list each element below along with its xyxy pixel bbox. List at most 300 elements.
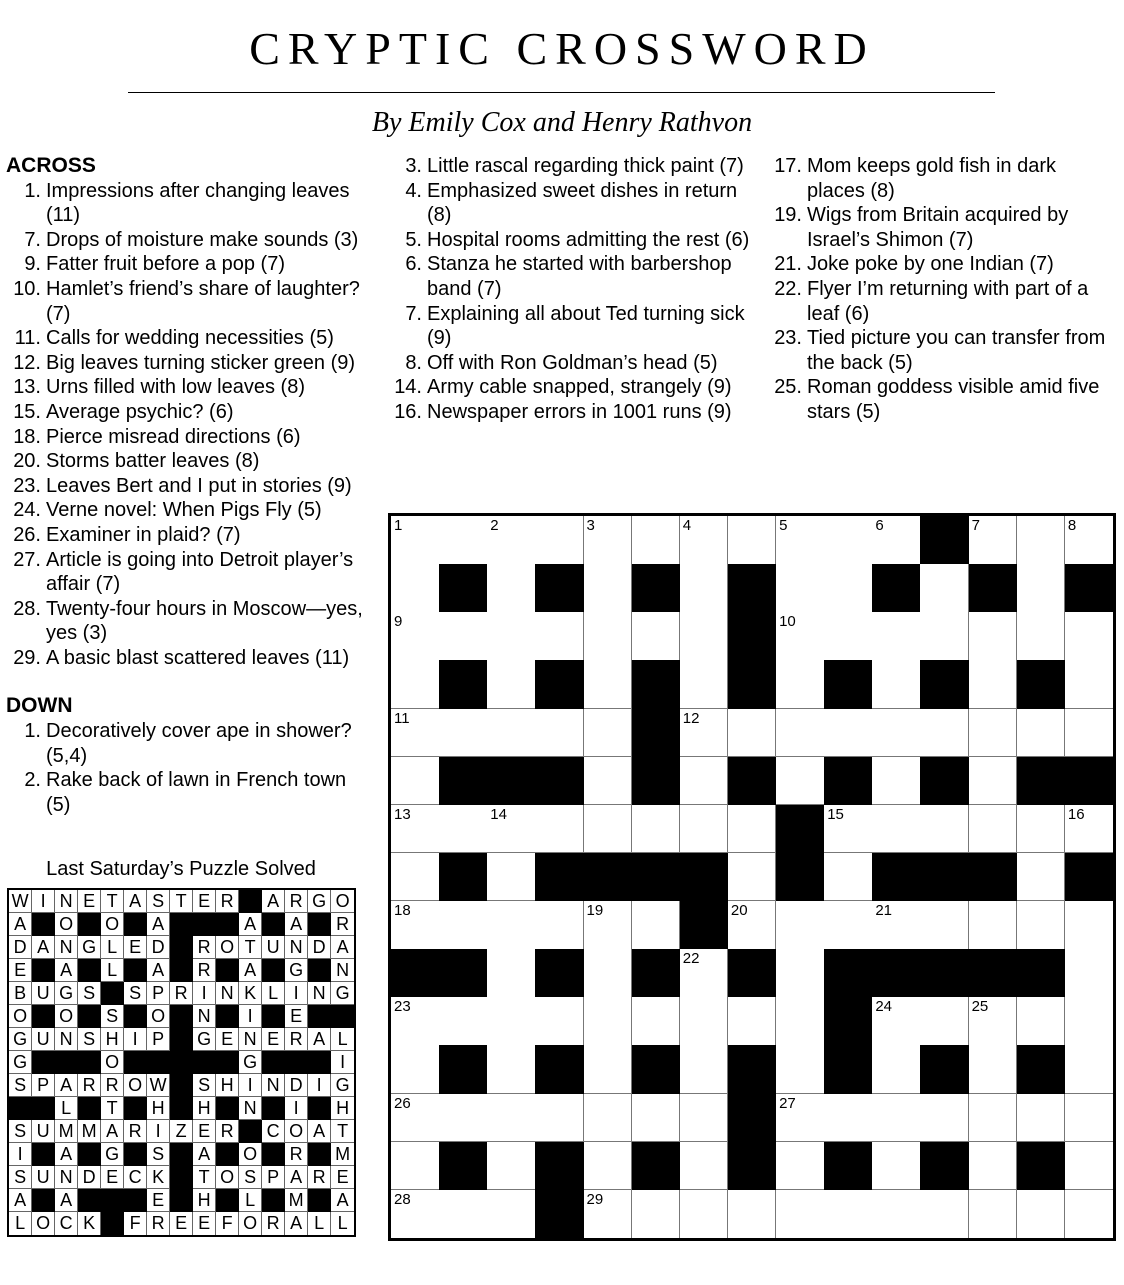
clue-number: 26. — [13, 523, 41, 546]
grid-cell[interactable] — [872, 709, 921, 758]
clue-text: Leaves Bert and I put in stories (9) — [46, 474, 352, 497]
solution-block — [78, 959, 101, 982]
solution-cell: N — [239, 1028, 262, 1051]
grid-cell[interactable] — [584, 805, 633, 854]
grid-cell[interactable] — [632, 1190, 681, 1239]
grid-cell[interactable] — [969, 1094, 1018, 1143]
solution-cell: A — [193, 1143, 216, 1166]
grid-cell[interactable] — [776, 757, 825, 806]
clue-item — [6, 326, 374, 351]
grid-block — [920, 757, 969, 806]
solution-cell: E — [193, 1212, 216, 1235]
grid-cell[interactable] — [728, 901, 777, 950]
grid-cell[interactable] — [1065, 949, 1114, 998]
solution-cell: U — [32, 1028, 55, 1051]
solution-cell: E — [285, 1005, 308, 1028]
solution-cell: R — [216, 890, 239, 913]
grid-block — [1017, 949, 1066, 998]
solution-cell: E — [78, 890, 101, 913]
grid-cell[interactable] — [391, 901, 440, 950]
grid-cell[interactable] — [1065, 805, 1114, 854]
grid-cell[interactable] — [680, 1142, 729, 1191]
grid-cell[interactable] — [969, 757, 1018, 806]
grid-cell[interactable] — [487, 949, 536, 998]
grid-cell[interactable] — [439, 516, 488, 565]
grid-cell[interactable] — [487, 612, 536, 661]
grid-cell[interactable] — [824, 709, 873, 758]
grid-cell[interactable] — [391, 1045, 440, 1094]
grid-cell[interactable] — [680, 516, 729, 565]
grid-cell[interactable] — [728, 1190, 777, 1239]
clue-item — [6, 523, 374, 548]
solution-cell: H — [147, 1097, 170, 1120]
grid-cell[interactable] — [776, 997, 825, 1046]
grid-cell[interactable] — [872, 901, 921, 950]
grid-cell[interactable] — [439, 709, 488, 758]
grid-cell[interactable] — [969, 1142, 1018, 1191]
grid-cell[interactable] — [391, 1094, 440, 1143]
grid-cell[interactable] — [680, 612, 729, 661]
solution-cell: R — [124, 1120, 147, 1143]
grid-cell[interactable] — [535, 901, 584, 950]
grid-cell[interactable] — [487, 901, 536, 950]
grid-cell[interactable] — [824, 901, 873, 950]
grid-cell[interactable] — [776, 660, 825, 709]
solution-block — [308, 1097, 331, 1120]
solution-cell: P — [262, 1166, 285, 1189]
grid-cell[interactable] — [680, 564, 729, 613]
grid-cell[interactable] — [584, 949, 633, 998]
solution-block — [239, 890, 262, 913]
clue-item — [766, 252, 1118, 277]
grid-cell[interactable] — [1017, 805, 1066, 854]
grid-cell[interactable] — [680, 660, 729, 709]
grid-cell[interactable] — [487, 1190, 536, 1239]
solution-cell: M — [285, 1189, 308, 1212]
solution-block — [170, 1166, 193, 1189]
grid-cell[interactable] — [872, 516, 921, 565]
grid-block — [920, 949, 969, 998]
solution-cell: E — [101, 1166, 124, 1189]
grid-cell[interactable] — [1065, 660, 1114, 709]
grid-block — [632, 949, 681, 998]
grid-block — [439, 949, 488, 998]
grid-cell[interactable] — [632, 612, 681, 661]
clue-number: 27. — [13, 548, 41, 571]
grid-cell[interactable] — [1017, 901, 1066, 950]
solution-cell: T — [101, 890, 124, 913]
cell-number: 25 — [971, 998, 989, 1016]
grid-cell[interactable] — [584, 516, 633, 565]
clue-number: 7. — [24, 228, 41, 251]
grid-block — [920, 660, 969, 709]
grid-cell[interactable] — [584, 1094, 633, 1143]
grid-cell[interactable] — [487, 1142, 536, 1191]
grid-cell[interactable] — [632, 997, 681, 1046]
grid-block — [824, 1142, 873, 1191]
clue-item — [6, 375, 374, 400]
grid-cell[interactable] — [535, 612, 584, 661]
solution-block — [193, 913, 216, 936]
grid-cell[interactable] — [632, 901, 681, 950]
solution-cell: E — [193, 1120, 216, 1143]
grid-cell[interactable] — [872, 1142, 921, 1191]
solution-cell: A — [285, 913, 308, 936]
solution-cell: R — [170, 982, 193, 1005]
solution-cell: R — [193, 936, 216, 959]
solution-cell: L — [239, 1189, 262, 1212]
grid-cell[interactable] — [1065, 612, 1114, 661]
grid-cell[interactable] — [969, 901, 1018, 950]
grid-cell[interactable] — [1017, 1094, 1066, 1143]
grid-cell[interactable] — [969, 660, 1018, 709]
solution-cell: Z — [170, 1120, 193, 1143]
solution-cell: I — [32, 890, 55, 913]
solution-block — [124, 1189, 147, 1212]
solution-cell: W — [9, 890, 32, 913]
solution-block — [101, 982, 124, 1005]
grid-cell[interactable] — [824, 612, 873, 661]
solution-block — [78, 1189, 101, 1212]
grid-cell[interactable] — [391, 1142, 440, 1191]
solution-cell: C — [55, 1212, 78, 1235]
clue-item — [388, 375, 758, 400]
clue-number: 25. — [774, 376, 802, 399]
grid-cell[interactable] — [391, 564, 440, 613]
grid-cell[interactable] — [1017, 1190, 1066, 1239]
grid-cell[interactable] — [1017, 516, 1066, 565]
grid-cell[interactable] — [728, 853, 777, 902]
solution-cell: U — [32, 1166, 55, 1189]
grid-block — [1065, 564, 1114, 613]
clue-text: Hamlet’s friend’s share of laughter? (7) — [46, 277, 360, 325]
grid-cell[interactable] — [439, 612, 488, 661]
clue-number: 2. — [24, 769, 41, 792]
grid-cell[interactable] — [1065, 1142, 1114, 1191]
grid-cell[interactable] — [439, 901, 488, 950]
grid-cell[interactable] — [872, 1190, 921, 1239]
solution-cell: I — [308, 1074, 331, 1097]
grid-block — [632, 564, 681, 613]
grid-cell[interactable] — [487, 997, 536, 1046]
grid-block — [920, 516, 969, 565]
clue-text: Drops of moisture make sounds (3) — [46, 228, 359, 251]
grid-cell[interactable] — [920, 1094, 969, 1143]
grid-cell[interactable] — [776, 709, 825, 758]
clue-item — [388, 400, 758, 425]
grid-cell[interactable] — [969, 805, 1018, 854]
solution-cell: W — [147, 1074, 170, 1097]
solution-cell: A — [32, 936, 55, 959]
grid-cell[interactable] — [920, 997, 969, 1046]
clue-number: 8. — [405, 351, 422, 374]
solution-block — [124, 1005, 147, 1028]
clue-text: Off with Ron Goldman’s head (5) — [427, 351, 718, 374]
solution-cell: T — [101, 1097, 124, 1120]
clues-column-2 — [388, 154, 758, 425]
grid-cell[interactable] — [920, 612, 969, 661]
clue-number: 15. — [13, 400, 41, 423]
grid-cell[interactable] — [535, 1094, 584, 1143]
cell-number: 9 — [394, 613, 403, 631]
grid-cell[interactable] — [920, 805, 969, 854]
solution-block — [262, 1097, 285, 1120]
grid-cell[interactable] — [728, 997, 777, 1046]
solution-cell: N — [193, 1005, 216, 1028]
clue-item — [6, 179, 374, 228]
grid-cell[interactable] — [487, 516, 536, 565]
solution-block — [170, 913, 193, 936]
grid-cell[interactable] — [632, 805, 681, 854]
solution-cell: E — [193, 890, 216, 913]
solution-cell: S — [124, 982, 147, 1005]
grid-cell[interactable] — [1017, 709, 1066, 758]
solution-block — [262, 1005, 285, 1028]
solution-cell: K — [147, 1166, 170, 1189]
grid-cell[interactable] — [439, 1094, 488, 1143]
solution-block — [101, 1189, 124, 1212]
solution-cell: T — [193, 1166, 216, 1189]
solution-cell: I — [193, 982, 216, 1005]
solution-cell: U — [262, 936, 285, 959]
grid-cell[interactable] — [584, 901, 633, 950]
clue-number: 16. — [394, 400, 422, 423]
solution-block — [308, 1051, 331, 1074]
grid-cell[interactable] — [776, 516, 825, 565]
grid-block — [632, 709, 681, 758]
grid-cell[interactable] — [680, 709, 729, 758]
grid-cell[interactable] — [439, 1190, 488, 1239]
solution-cell: G — [101, 1143, 124, 1166]
solution-block — [308, 1143, 331, 1166]
grid-cell[interactable] — [776, 1142, 825, 1191]
grid-cell[interactable] — [872, 997, 921, 1046]
grid-block — [632, 757, 681, 806]
grid-cell[interactable] — [728, 805, 777, 854]
grid-cell[interactable] — [1065, 1094, 1114, 1143]
grid-cell[interactable] — [391, 660, 440, 709]
grid-block — [728, 949, 777, 998]
cell-number: 27 — [779, 1094, 796, 1112]
grid-cell[interactable] — [824, 853, 873, 902]
grid-cell[interactable] — [872, 660, 921, 709]
clue-number: 20. — [13, 450, 41, 473]
grid-cell[interactable] — [391, 805, 440, 854]
grid-cell[interactable] — [584, 660, 633, 709]
grid-cell[interactable] — [776, 901, 825, 950]
grid-cell[interactable] — [391, 757, 440, 806]
grid-cell[interactable] — [1017, 612, 1066, 661]
grid-cell[interactable] — [1065, 1045, 1114, 1094]
grid-cell[interactable] — [391, 709, 440, 758]
grid-cell[interactable] — [969, 997, 1018, 1046]
grid-cell[interactable] — [680, 1094, 729, 1143]
grid-cell[interactable] — [632, 516, 681, 565]
grid-cell[interactable] — [535, 805, 584, 854]
grid-cell[interactable] — [920, 1190, 969, 1239]
grid-cell[interactable] — [584, 1142, 633, 1191]
grid-cell[interactable] — [776, 949, 825, 998]
grid-cell[interactable] — [1065, 1190, 1114, 1239]
grid-cell[interactable] — [824, 1094, 873, 1143]
cell-number: 19 — [586, 902, 604, 920]
grid-block — [1065, 757, 1114, 806]
grid-cell[interactable] — [391, 997, 440, 1046]
solution-cell: A — [55, 959, 78, 982]
clue-item — [6, 646, 374, 671]
solution-cell: O — [101, 913, 124, 936]
clue-text: Explaining all about Ted turning sick (9) — [427, 302, 745, 350]
grid-block — [584, 853, 633, 902]
grid-cell[interactable] — [824, 1190, 873, 1239]
grid-cell[interactable] — [872, 805, 921, 854]
grid-cell[interactable] — [824, 564, 873, 613]
grid-cell[interactable] — [680, 805, 729, 854]
grid-cell[interactable] — [487, 660, 536, 709]
grid-cell[interactable] — [1065, 901, 1114, 950]
grid-cell[interactable] — [439, 805, 488, 854]
grid-cell[interactable] — [535, 516, 584, 565]
solution-block — [262, 913, 285, 936]
grid-cell[interactable] — [584, 1190, 633, 1239]
grid-cell[interactable] — [969, 516, 1018, 565]
solution-block — [170, 1005, 193, 1028]
cell-number: 11 — [394, 709, 410, 727]
solution-block — [32, 1005, 55, 1028]
grid-cell[interactable] — [584, 612, 633, 661]
grid-cell[interactable] — [439, 997, 488, 1046]
grid-cell[interactable] — [1065, 709, 1114, 758]
grid-cell[interactable] — [584, 757, 633, 806]
grid-cell[interactable] — [680, 949, 729, 998]
clue-text: Pierce misread directions (6) — [46, 425, 301, 448]
cell-number: 16 — [1067, 805, 1085, 823]
grid-cell[interactable] — [487, 564, 536, 613]
solution-cell: S — [9, 1074, 32, 1097]
solution-cell: A — [331, 1189, 354, 1212]
grid-cell[interactable] — [1065, 997, 1114, 1046]
crossword-grid[interactable] — [388, 513, 1116, 1241]
grid-block — [824, 949, 873, 998]
grid-cell[interactable] — [872, 1094, 921, 1143]
solution-cell: P — [147, 1028, 170, 1051]
grid-cell[interactable] — [920, 901, 969, 950]
solution-block — [32, 913, 55, 936]
cell-number: 15 — [827, 805, 844, 823]
grid-cell[interactable] — [487, 709, 536, 758]
solution-block — [262, 1051, 285, 1074]
grid-cell[interactable] — [584, 709, 633, 758]
grid-cell[interactable] — [824, 516, 873, 565]
solution-cell: C — [262, 1120, 285, 1143]
grid-cell[interactable] — [776, 1094, 825, 1143]
clue-item — [388, 228, 758, 253]
solution-cell: L — [101, 936, 124, 959]
grid-cell[interactable] — [776, 1190, 825, 1239]
grid-cell[interactable] — [872, 1045, 921, 1094]
grid-cell[interactable] — [680, 1190, 729, 1239]
solution-cell: L — [262, 982, 285, 1005]
solution-cell: E — [9, 959, 32, 982]
clue-text: Examiner in plaid? (7) — [46, 523, 241, 546]
grid-cell[interactable] — [391, 516, 440, 565]
grid-cell[interactable] — [872, 612, 921, 661]
grid-cell[interactable] — [872, 757, 921, 806]
grid-cell[interactable] — [776, 564, 825, 613]
grid-cell[interactable] — [391, 1190, 440, 1239]
grid-cell[interactable] — [920, 564, 969, 613]
solution-cell: A — [331, 936, 354, 959]
grid-cell[interactable] — [969, 612, 1018, 661]
solution-cell: A — [239, 913, 262, 936]
solution-cell: D — [308, 936, 331, 959]
grid-cell[interactable] — [969, 1045, 1018, 1094]
grid-cell[interactable] — [584, 1045, 633, 1094]
grid-cell[interactable] — [487, 1045, 536, 1094]
solution-cell: O — [32, 1212, 55, 1235]
grid-cell[interactable] — [584, 564, 633, 613]
solution-block — [124, 1097, 147, 1120]
solution-cell: S — [193, 1074, 216, 1097]
clue-item — [6, 597, 374, 646]
grid-cell[interactable] — [824, 805, 873, 854]
grid-cell[interactable] — [969, 1190, 1018, 1239]
grid-cell[interactable] — [632, 1094, 681, 1143]
grid-cell[interactable] — [1017, 853, 1066, 902]
grid-block — [535, 1142, 584, 1191]
solution-block — [216, 1051, 239, 1074]
clue-number: 12. — [13, 351, 41, 374]
grid-cell[interactable] — [487, 853, 536, 902]
clue-item — [6, 277, 374, 326]
grid-cell[interactable] — [487, 805, 536, 854]
grid-cell[interactable] — [1065, 516, 1114, 565]
grid-block — [632, 853, 681, 902]
grid-cell[interactable] — [776, 1045, 825, 1094]
grid-cell[interactable] — [728, 516, 777, 565]
solution-cell: L — [331, 1212, 354, 1235]
grid-cell[interactable] — [487, 1094, 536, 1143]
cell-number: 21 — [875, 902, 893, 920]
grid-cell[interactable] — [1017, 997, 1066, 1046]
grid-cell[interactable] — [776, 612, 825, 661]
clue-number: 23. — [13, 474, 41, 497]
grid-cell[interactable] — [728, 709, 777, 758]
grid-cell[interactable] — [680, 757, 729, 806]
grid-cell[interactable] — [535, 709, 584, 758]
cell-number: 29 — [586, 1190, 604, 1208]
grid-block — [535, 757, 584, 806]
grid-cell[interactable] — [391, 612, 440, 661]
solution-block — [285, 1051, 308, 1074]
grid-cell[interactable] — [920, 709, 969, 758]
solution-cell: S — [147, 1143, 170, 1166]
solution-cell: L — [331, 1028, 354, 1051]
solution-cell: R — [262, 1212, 285, 1235]
grid-cell[interactable] — [391, 853, 440, 902]
grid-cell[interactable] — [680, 1045, 729, 1094]
grid-cell[interactable] — [680, 997, 729, 1046]
grid-cell[interactable] — [1017, 564, 1066, 613]
page-title: CRYPTIC CROSSWORD — [249, 23, 875, 74]
grid-cell[interactable] — [535, 997, 584, 1046]
clue-number: 21. — [774, 253, 802, 276]
grid-cell[interactable] — [584, 997, 633, 1046]
across-clue-list — [6, 179, 374, 671]
grid-cell[interactable] — [969, 709, 1018, 758]
grid-block — [824, 1045, 873, 1094]
clue-number: 4. — [405, 179, 422, 202]
